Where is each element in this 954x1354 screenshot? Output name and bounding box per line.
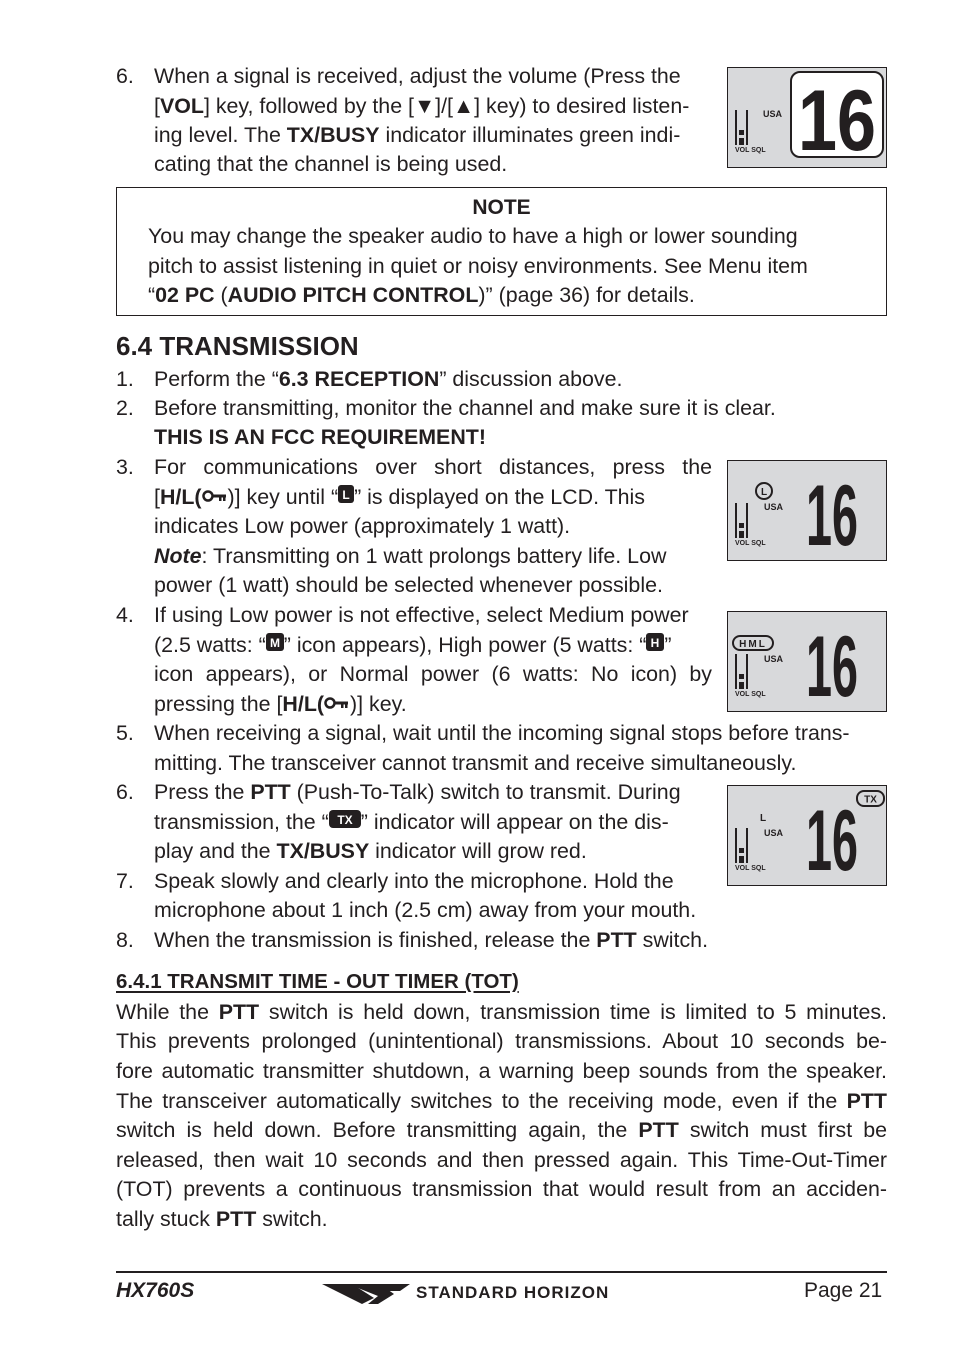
step-number: 8. bbox=[116, 928, 134, 952]
footer-page-number: Page 21 bbox=[804, 1279, 883, 1302]
meter-label: VOL SQL bbox=[735, 691, 766, 698]
step4-line3: icon appears), or Normal power (6 watts: No icon) by bbox=[154, 662, 712, 686]
note-line2: pitch to assist listening in quiet or noisy environments. See Menu item bbox=[148, 254, 808, 278]
footer-model: HX760S bbox=[116, 1279, 195, 1302]
channel-number: 16 bbox=[798, 73, 876, 169]
low-indicator: L bbox=[760, 813, 767, 824]
section-heading: 6.4 TRANSMISSION bbox=[116, 331, 359, 361]
tot-line1: While the PTT switch is held down, transmission time is limited to 5 minutes. bbox=[116, 1000, 887, 1024]
tot-line7: (TOT) prevents a continuous transmission that would result from an acciden- bbox=[116, 1177, 887, 1201]
tot-line3: fore automatic transmitter shutdown, a warning beep sounds from the speaker. bbox=[116, 1059, 887, 1083]
note-line3: “02 PC (AUDIO PITCH CONTROL)” (page 36) for details. bbox=[148, 283, 695, 307]
note-title: NOTE bbox=[472, 196, 531, 219]
step-number: 4. bbox=[116, 603, 134, 627]
step6-line3: ing level. The TX/BUSY indicator illuminates green indi- bbox=[154, 123, 681, 147]
step-number: 5. bbox=[116, 721, 134, 745]
lcd-display-low-power bbox=[727, 460, 887, 561]
tot-line4: The transceiver automatically switches to the receiving mode, even if the PTT bbox=[116, 1089, 887, 1113]
step-number: 3. bbox=[116, 455, 134, 479]
tot-line6: released, then wait 10 seconds and then pressed again. This Time-Out-Timer bbox=[116, 1148, 887, 1172]
meter-bars bbox=[735, 110, 748, 145]
meter-bars bbox=[735, 828, 748, 863]
step5-line1: When receiving a signal, wait until the incoming signal stops before trans- bbox=[154, 721, 850, 745]
step5-line2: mitting. The transceiver cannot transmit and receive simultaneously. bbox=[154, 751, 797, 775]
svg-text:L: L bbox=[342, 487, 350, 502]
step3-line1: For communications over short distances, press the bbox=[154, 455, 712, 479]
step1-text: Perform the “6.3 RECEPTION” discussion above. bbox=[154, 367, 623, 391]
footer-brand: STANDARD HORIZON bbox=[416, 1283, 610, 1302]
svg-text:M: M bbox=[269, 635, 280, 650]
meter-bars bbox=[735, 654, 748, 689]
svg-text:TX: TX bbox=[337, 812, 353, 827]
region-label: USA bbox=[764, 828, 784, 838]
low-power-icon bbox=[338, 482, 354, 512]
channel-number: 16 bbox=[806, 468, 858, 562]
meter-bars bbox=[735, 503, 748, 538]
step2-requirement: THIS IS AN FCC REQUIREMENT! bbox=[154, 425, 486, 449]
step6b-line3: play and the TX/BUSY indicator will grow red. bbox=[154, 839, 587, 863]
step3-line3: indicates Low power (approximately 1 watt). bbox=[154, 514, 571, 538]
step4-line4: pressing the [H/L( )] key. bbox=[154, 690, 407, 720]
subsection-heading: 6.4.1 TRANSMIT TIME - OUT TIMER (TOT) bbox=[116, 970, 519, 993]
step-number: 7. bbox=[116, 869, 134, 893]
note-line1: You may change the speaker audio to have a high or lower sounding bbox=[148, 224, 798, 248]
step-number: 2. bbox=[116, 396, 134, 420]
footer-rule bbox=[116, 1271, 887, 1273]
region-label: USA bbox=[764, 502, 784, 512]
step-number: 1. bbox=[116, 367, 134, 391]
step2-text: Before transmitting, monitor the channel and make sure it is clear. bbox=[154, 396, 776, 420]
step-number: 6. bbox=[116, 780, 134, 804]
lcd-display-transmit bbox=[727, 785, 887, 886]
step3-line2: [H/L( )] key until “ L ” is displayed on the LCD. This bbox=[154, 483, 645, 513]
step6b-line2: transmission, the “ TX ” indicator will appear on the dis- bbox=[154, 808, 669, 838]
brand-logo-icon bbox=[322, 1282, 412, 1311]
step4-line2: (2.5 watts: “ M ” icon appears), High power (5 watts: “ H ” bbox=[154, 631, 671, 661]
lcd-display-receive bbox=[727, 67, 887, 168]
tot-line8: tally stuck PTT switch. bbox=[116, 1207, 328, 1231]
step-number: 6. bbox=[116, 64, 134, 88]
step7-line2: microphone about 1 inch (2.5 cm) away from your mouth. bbox=[154, 898, 697, 922]
channel-number: 16 bbox=[806, 619, 858, 713]
step6-line1: When a signal is received, adjust the volume (Press the bbox=[154, 64, 681, 88]
lcd-display-power-levels bbox=[727, 611, 887, 712]
step6b-line1: Press the PTT (Push-To-Talk) switch to transmit. During bbox=[154, 780, 681, 804]
step8-text: When the transmission is finished, release the PTT switch. bbox=[154, 928, 709, 952]
svg-text:H: H bbox=[651, 635, 660, 650]
step3-line5: power (1 watt) should be selected whenever possible. bbox=[154, 573, 663, 597]
tot-line2: This prevents prolonged (unintentional) transmissions. About 10 seconds be- bbox=[116, 1029, 887, 1053]
medium-power-icon bbox=[266, 630, 284, 660]
step4-line1: If using Low power is not effective, select Medium power bbox=[154, 603, 689, 627]
tx-indicator: TX bbox=[864, 794, 877, 806]
region-label: USA bbox=[763, 109, 783, 119]
tx-icon bbox=[329, 807, 361, 837]
key-icon bbox=[324, 689, 350, 719]
meter-label: VOL SQL bbox=[735, 147, 766, 154]
meter-label: VOL SQL bbox=[735, 865, 766, 872]
step3-line4: Note: Transmitting on 1 watt prolongs battery life. Low bbox=[154, 544, 667, 568]
step6-line2: [VOL] key, followed by the [▼]/[▲] key) to desired listen- bbox=[154, 94, 690, 118]
hml-indicator: HML bbox=[739, 639, 767, 650]
key-icon bbox=[202, 482, 228, 512]
step6-line4: cating that the channel is being used. bbox=[154, 152, 508, 176]
meter-label: VOL SQL bbox=[735, 540, 766, 547]
high-power-icon bbox=[646, 630, 664, 660]
tot-line5: switch is held down. Before transmitting again, the PTT switch must first be bbox=[116, 1118, 887, 1142]
low-indicator: L bbox=[760, 487, 768, 498]
channel-number: 16 bbox=[806, 793, 858, 887]
region-label: USA bbox=[764, 654, 784, 664]
step7-line1: Speak slowly and clearly into the microphone. Hold the bbox=[154, 869, 674, 893]
